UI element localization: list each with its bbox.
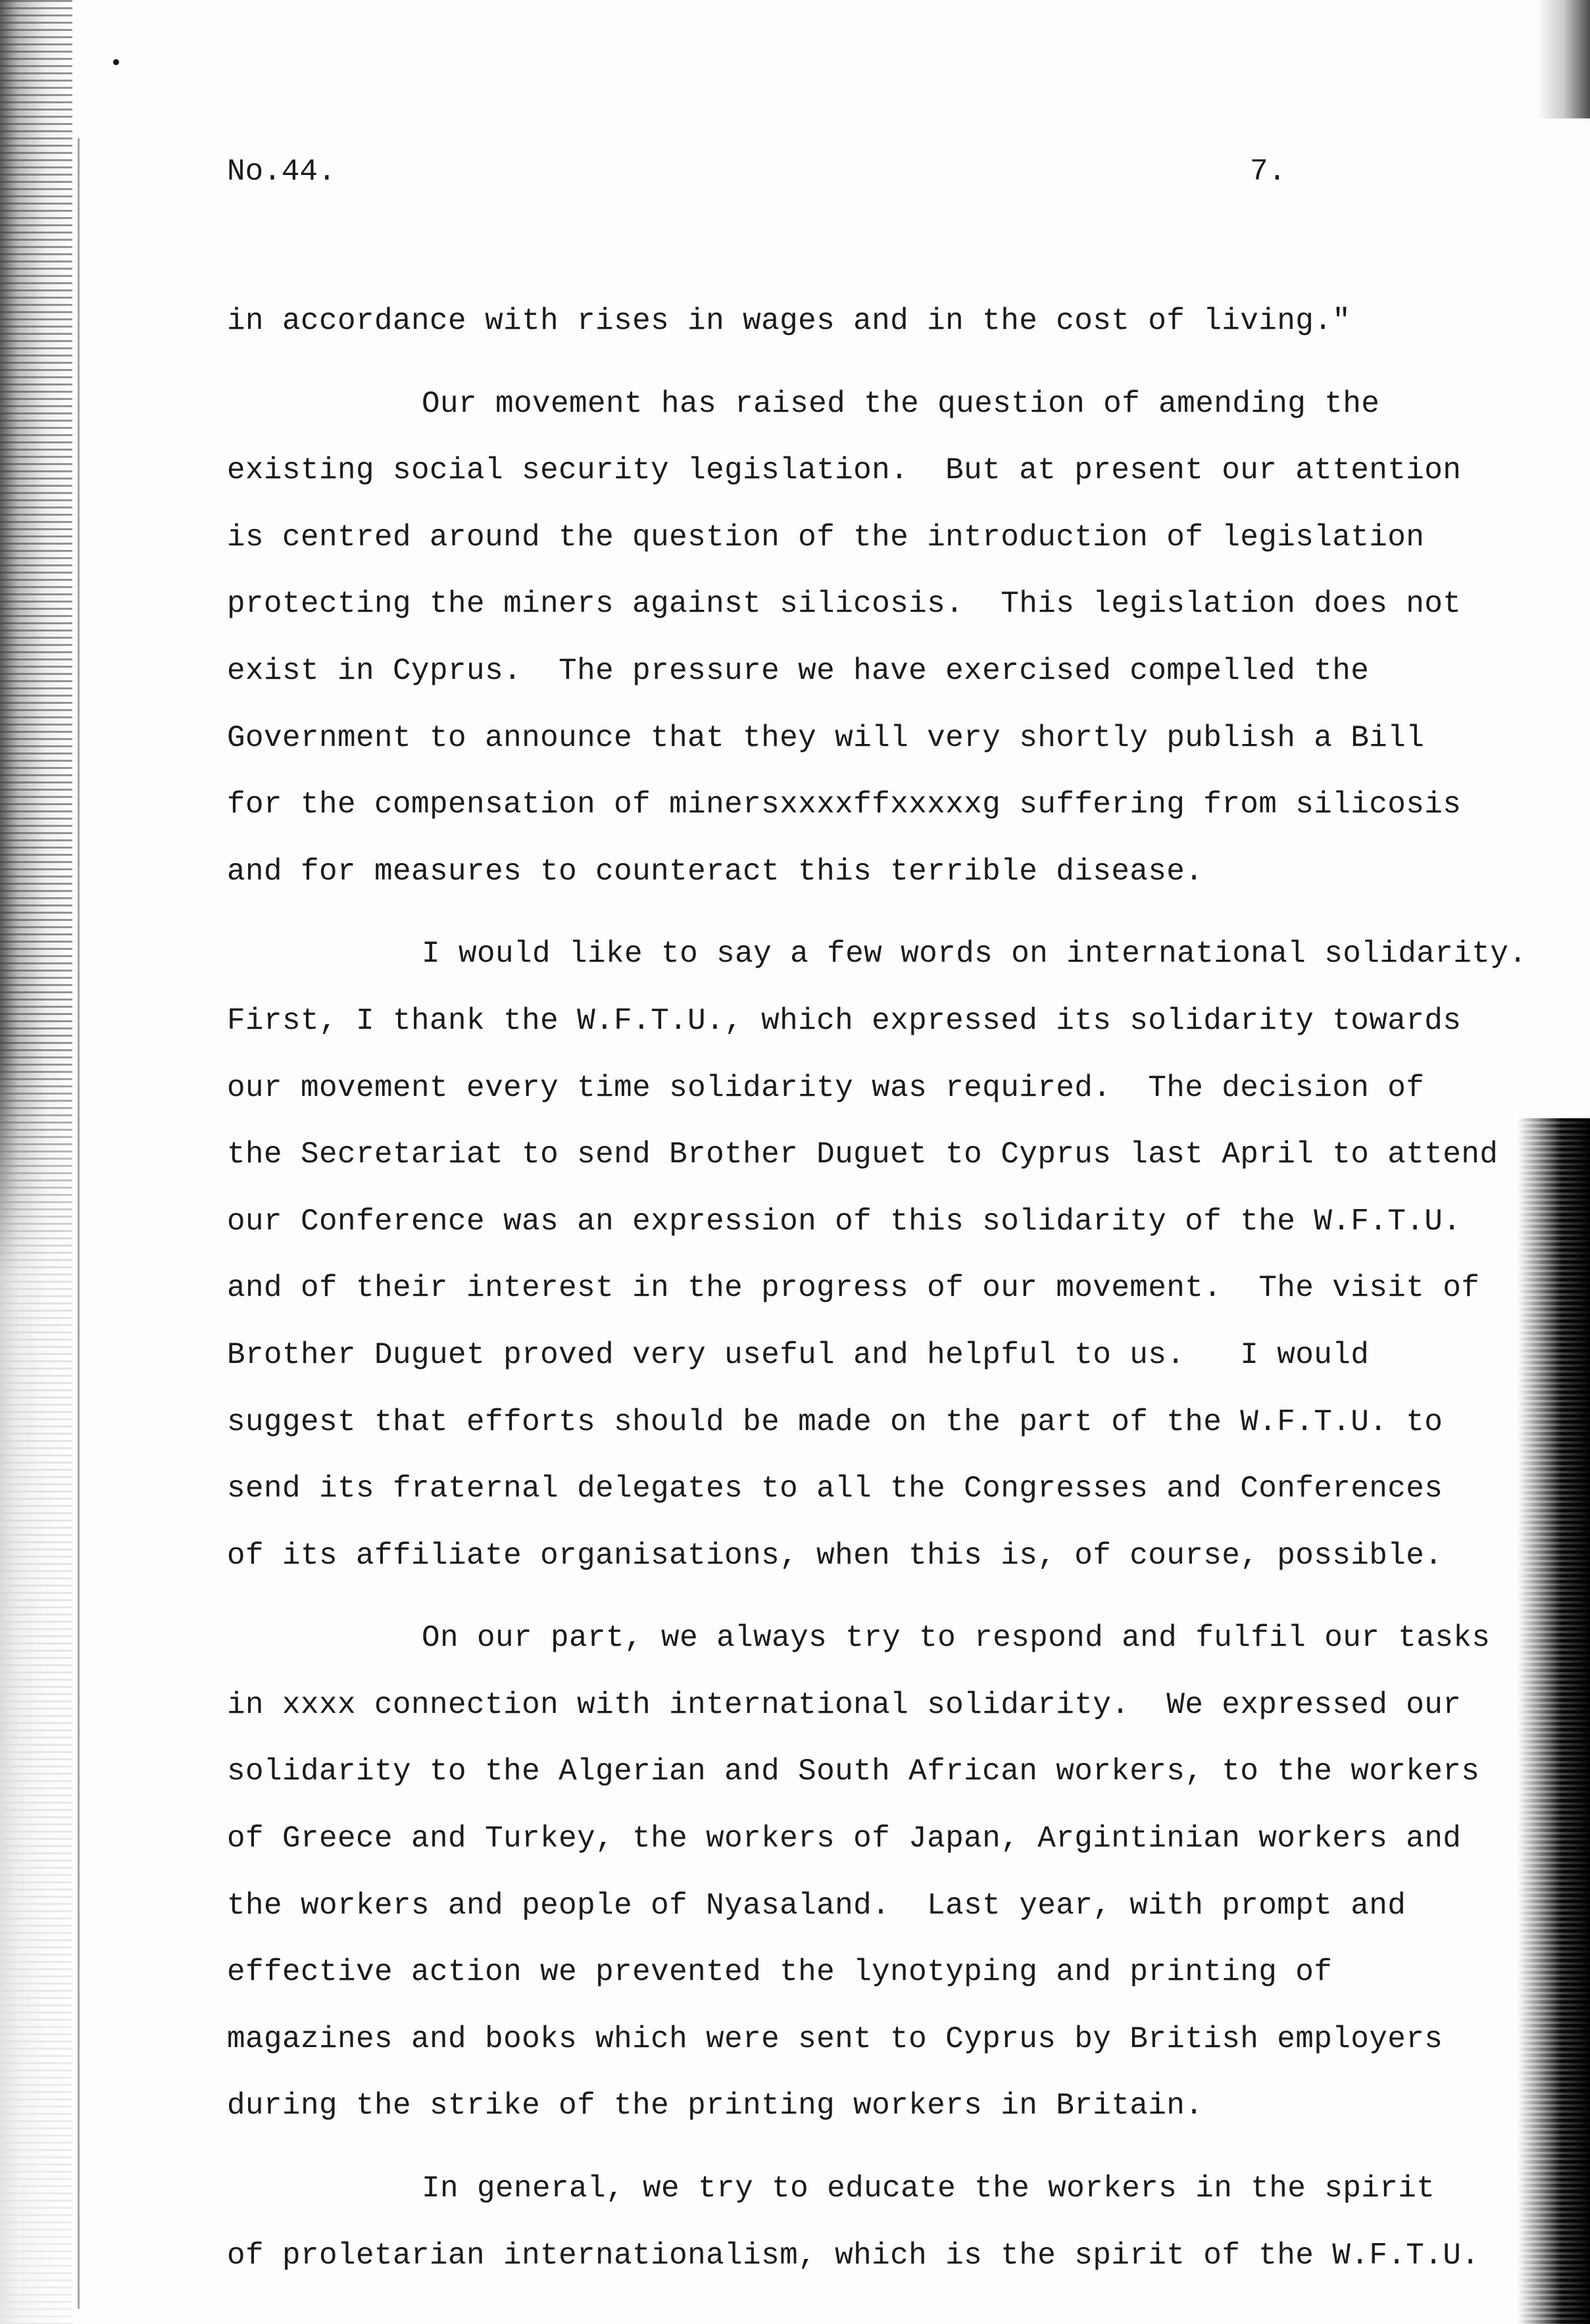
text-line: during the strike of the printing workers in Britain. [227, 2089, 1204, 2123]
text-line: in xxxx connection with international solidarity. We expressed our [227, 1687, 1462, 1722]
page-number: 7. [1250, 155, 1287, 189]
text-line: is centred around the question of the introduction of legislation [227, 520, 1425, 555]
text-line: exist in Cyprus. The pressure we have exercised compelled the [227, 653, 1370, 688]
text-line: effective action we prevented the lynotyping and printing of [227, 1955, 1333, 1990]
text-line: the Secretariat to send Brother Duguet to Cyprus last April to attend [227, 1137, 1499, 1172]
text-line: of Greece and Turkey, the workers of Japan, Argintinian workers and [227, 1821, 1462, 1856]
document-body [227, 288, 1549, 2289]
text-line: First, I thank the W.F.T.U., which expressed its solidarity towards [227, 1003, 1462, 1038]
paragraph-1 [227, 371, 1549, 906]
text-line: suggest that efforts should be made on the part of the W.F.T.U. to [227, 1404, 1443, 1439]
text-line: protecting the miners against silicosis. This legislation does not [227, 587, 1462, 622]
paragraph-4 [227, 2156, 1549, 2289]
text-line: Brother Duguet proved very useful and helpful to us. I would [227, 1337, 1370, 1372]
text-line: solidarity to the Algerian and South African workers, to the workers [227, 1754, 1480, 1789]
text-line: and of their interest in the progress of our movement. The visit of [227, 1271, 1480, 1306]
scan-margin-line [78, 138, 80, 2309]
text-line: I would like to say a few words on international solidarity. [422, 937, 1528, 972]
text-line: and for measures to counteract this terrible disease. [227, 854, 1204, 889]
text-line: in accordance with rises in wages and in the cost of living." [227, 304, 1351, 338]
scan-speck [113, 59, 119, 65]
text-line: our movement every time solidarity was required. The decision of [227, 1070, 1425, 1105]
page-header [227, 155, 1306, 201]
paragraph-0 [227, 288, 1549, 355]
text-line: Government to announce that they will very shortly publish a Bill [227, 720, 1425, 755]
text-line: of proletarian internationalism, which is the spirit of the W.F.T.U. [227, 2238, 1480, 2273]
text-line: for the compensation of minersxxxxffxxxxxg suffering from silicosis [227, 787, 1462, 822]
text-line: In general, we try to educate the workers in the spirit [422, 2171, 1435, 2206]
text-line: On our part, we always try to respond and fulfil our tasks [422, 1621, 1491, 1656]
text-line: our Conference was an expression of this solidarity of the W.F.T.U. [227, 1204, 1462, 1239]
text-line: of its affiliate organisations, when this is, of course, possible. [227, 1538, 1443, 1573]
text-line: existing social security legislation. But at present our attention [227, 453, 1462, 488]
paragraph-2 [227, 921, 1549, 1589]
text-line: magazines and books which were sent to Cyprus by British employers [227, 2021, 1443, 2056]
scan-edge-right-top [1537, 0, 1590, 118]
paragraph-3 [227, 1605, 1549, 2140]
text-line: the workers and people of Nyasaland. Last year, with prompt and [227, 1888, 1406, 1923]
scan-edge-left [0, 0, 72, 2324]
text-line: Our movement has raised the question of amending the [422, 386, 1380, 421]
text-line: send its fraternal delegates to all the Congresses and Conferences [227, 1471, 1443, 1506]
document-number: No.44. [227, 155, 336, 189]
